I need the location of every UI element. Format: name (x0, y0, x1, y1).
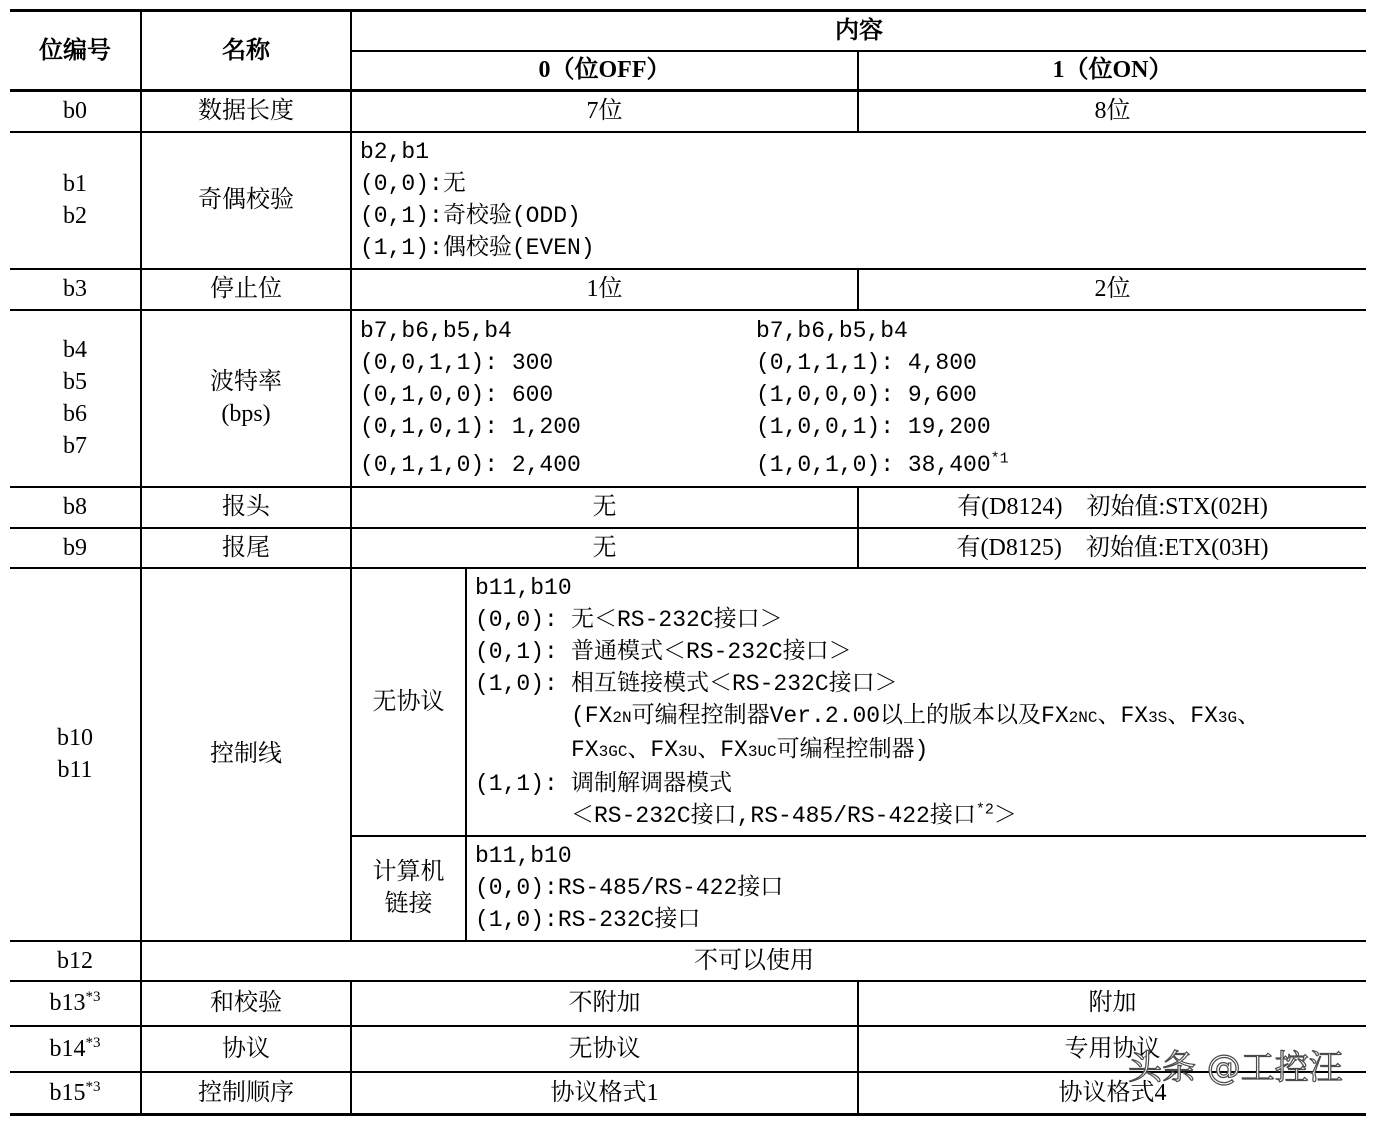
option-prefix: (0,0): (475, 606, 558, 633)
off-value: 不附加 (568, 990, 641, 1016)
bit-cell-b9 (10, 528, 141, 568)
bit-cell-b10-b11 (10, 568, 141, 941)
bit-label: b4 (63, 337, 87, 363)
bit-label: b0 (63, 98, 87, 125)
bit-cell-b0 (10, 91, 141, 132)
bit-label: b14$^{*3}$ (49, 1034, 101, 1062)
name-cell-b4-b7 (141, 310, 351, 487)
name-cell-b14 (141, 1026, 351, 1072)
bit-cell-b14 (10, 1026, 141, 1072)
computer-link-label: 计算机 (372, 859, 445, 885)
option-text (571, 636, 1366, 668)
on-value: 专用协议 (1064, 1035, 1161, 1062)
table-row (10, 310, 1366, 487)
parity-line: (1,1):偶校验(EVEN) (360, 235, 595, 261)
off-cell-b15 (351, 1072, 858, 1115)
bit-cell-b3 (10, 269, 141, 310)
option-item (475, 604, 1366, 636)
option-prefix: (1,1): (475, 770, 558, 797)
baud-line: (0,0,1,1): 300 (360, 350, 554, 376)
off-cell-b14 (351, 1026, 858, 1072)
watermark: 头条 @工控汪 (1128, 1048, 1343, 1088)
bit-label: b2 (63, 203, 87, 229)
name-label: 和校验 (210, 990, 282, 1016)
name-cell-b10-b11 (141, 568, 351, 941)
footnote-mark: *1 (990, 450, 1009, 468)
computer-link-line: (1,0):RS-232C接口 (475, 907, 701, 933)
off-cell-b9 (351, 528, 858, 568)
table-row (10, 981, 1366, 1026)
option-item (475, 768, 1366, 832)
bit-cell-b13 (10, 981, 141, 1026)
table-row (10, 568, 1366, 836)
model-suffix: 3GC (598, 742, 628, 761)
bit-cell-b12 (10, 941, 141, 981)
computer-link-label-cell (351, 836, 466, 941)
off-cell-b8 (351, 487, 858, 528)
option-line: 普通模式＜RS-232C接口＞ (571, 638, 852, 665)
option-prefix: (0,1): (475, 638, 558, 665)
options-header: b11,b10 (475, 574, 572, 601)
name-label: 控制线 (210, 741, 282, 767)
bit-label: b9 (63, 534, 87, 561)
table-row (10, 487, 1366, 528)
name-label: 报头 (222, 494, 270, 520)
option-line: 无＜RS-232C接口＞ (571, 606, 783, 633)
on-value: 8位 (1094, 98, 1131, 125)
footnote-mark: *3 (85, 1078, 101, 1095)
name-unit: (bps) (221, 401, 271, 427)
bit-label: b10 (57, 725, 93, 751)
no-protocol-options (466, 568, 1366, 836)
computer-link-label: 链接 (384, 891, 433, 917)
header-bit-number (10, 11, 141, 91)
on-cell-b0 (858, 91, 1366, 132)
option-text (571, 668, 1366, 768)
header-name (141, 11, 351, 91)
table-row (10, 91, 1366, 132)
baud-list-left (360, 315, 756, 481)
baud-list-right (756, 315, 1009, 481)
bit-label: b12 (57, 947, 93, 974)
baud-line: (1,0,0,0): 9,600 (756, 382, 977, 408)
option-line: 调制解调器模式 (571, 770, 732, 797)
computer-link-line: (0,0):RS-485/RS-422接口 (475, 875, 784, 901)
parity-options (351, 132, 1366, 269)
bit-cell-b8 (10, 487, 141, 528)
baud-line: b7,b6,b5,b4 (360, 318, 512, 344)
baud-line: (1,0,0,1): 19,200 (756, 414, 991, 440)
option-line: FX3GC、FX3U、FX3UC可编程控制器) (571, 736, 929, 763)
model-suffix: 3S (1148, 708, 1168, 727)
option-line: 相互链接模式＜RS-232C接口＞ (571, 670, 898, 697)
off-value: 无 (592, 534, 617, 561)
on-cell-b13 (858, 981, 1366, 1026)
on-value: 附加 (1088, 990, 1137, 1016)
name-cell-b9 (141, 528, 351, 568)
name-cell-b8 (141, 487, 351, 528)
bit-label: b13$^{*3}$ (49, 989, 101, 1016)
option-prefix: (1,0): (475, 670, 558, 697)
name-label: 报尾 (222, 534, 270, 561)
table-row (10, 528, 1366, 568)
baud-line: (1,0,1,0): 38,400$^{*1}$ (756, 450, 1009, 478)
baud-line: (0,1,1,1): 4,800 (756, 350, 977, 376)
bit-label: b15$^{*3}$ (49, 1078, 101, 1106)
footnote-mark: *3 (85, 1034, 101, 1051)
content-value: 不可以使用 (694, 947, 814, 974)
name-label: 停止位 (210, 276, 282, 302)
bit-label: b5 (63, 369, 87, 395)
on-cell-b3 (858, 269, 1366, 310)
off-cell-b13 (351, 981, 858, 1026)
off-value: 无 (592, 494, 617, 520)
header-row-1 (10, 11, 1366, 51)
header-name-label: 名称 (222, 37, 270, 64)
parity-line: (0,0):无 (360, 171, 466, 197)
table-row (10, 269, 1366, 310)
off-value: 7位 (586, 98, 623, 125)
off-value: 无协议 (568, 1035, 641, 1062)
model-suffix: 3G (1217, 708, 1238, 727)
name-cell-b3 (141, 269, 351, 310)
bit-label: b3 (63, 276, 87, 302)
on-value: 2位 (1094, 276, 1131, 302)
header-content (351, 11, 1366, 51)
on-value: 协议格式4 (1058, 1079, 1167, 1106)
on-value: 有(D8124) 初始值:STX(02H) (957, 494, 1268, 520)
bit-label: b7 (63, 433, 87, 459)
table-row (10, 941, 1366, 981)
option-line: ＜RS-232C接口,RS-485/RS-422接口$^{*2}$＞ (571, 800, 1017, 829)
baud-rate-lists (360, 315, 1366, 481)
bit-label: b1 (63, 171, 87, 197)
on-cell-b9 (858, 528, 1366, 568)
name-cell-b15 (141, 1072, 351, 1115)
header-bit-number-label: 位编号 (39, 37, 111, 64)
header-off-label: 0（位OFF） (538, 57, 671, 84)
model-suffix: 2N (612, 708, 632, 727)
header-off (351, 51, 858, 91)
parity-line: b2,b1 (360, 139, 430, 165)
footnote-mark: *3 (85, 989, 101, 1005)
name-cell-b13 (141, 981, 351, 1026)
option-line: (FX2N可编程控制器Ver.2.00以上的版本以及FX2NC、FX3S、FX3G、 (571, 702, 1261, 729)
content-cell-b12 (141, 941, 1366, 981)
baud-line: (0,1,0,0): 600 (360, 382, 554, 408)
off-value: 1位 (586, 276, 623, 302)
on-value: 有(D8125) 初始值:ETX(03H) (956, 534, 1269, 561)
option-item (475, 636, 1366, 668)
name-cell-b1-b2 (141, 132, 351, 269)
model-suffix: 3UC (747, 742, 777, 761)
name-label: 控制顺序 (198, 1079, 294, 1106)
computer-link-options (466, 836, 1366, 941)
header-content-label: 内容 (835, 17, 883, 44)
off-cell-b0 (351, 91, 858, 132)
no-protocol-label-cell (351, 568, 466, 836)
baud-rate-options (351, 310, 1366, 487)
header-on (858, 51, 1366, 91)
baud-line: (0,1,0,1): 1,200 (360, 414, 581, 440)
name-label: 数据长度 (198, 98, 294, 125)
computer-link-line: b11,b10 (475, 843, 572, 869)
communication-format-table (10, 9, 1366, 1116)
footnote-mark: *2 (975, 800, 994, 818)
baud-line: b7,b6,b5,b4 (756, 318, 908, 344)
model-suffix: 2NC (1068, 708, 1098, 727)
header-on-label: 1（位ON） (1052, 57, 1173, 84)
option-text (571, 604, 1366, 636)
bit-cell-b15 (10, 1072, 141, 1115)
bit-cell-b1-b2 (10, 132, 141, 269)
bit-label: b6 (63, 401, 87, 427)
option-item (475, 668, 1366, 768)
name-label: 波特率 (210, 369, 282, 395)
name-label: 协议 (222, 1035, 270, 1062)
bit-cell-b4-b7 (10, 310, 141, 487)
off-value: 协议格式1 (550, 1079, 659, 1106)
no-protocol-label: 无协议 (372, 688, 445, 715)
option-text (571, 768, 1366, 832)
name-cell-b0 (141, 91, 351, 132)
table-row (10, 132, 1366, 269)
name-label: 奇偶校验 (198, 187, 294, 213)
model-suffix: 3U (678, 742, 698, 761)
bit-label: b11 (57, 757, 93, 783)
parity-line: (0,1):奇校验(ODD) (360, 203, 581, 229)
baud-line: (0,1,1,0): 2,400 (360, 452, 581, 478)
off-cell-b3 (351, 269, 858, 310)
bit-label: b8 (63, 494, 87, 520)
on-cell-b8 (858, 487, 1366, 528)
